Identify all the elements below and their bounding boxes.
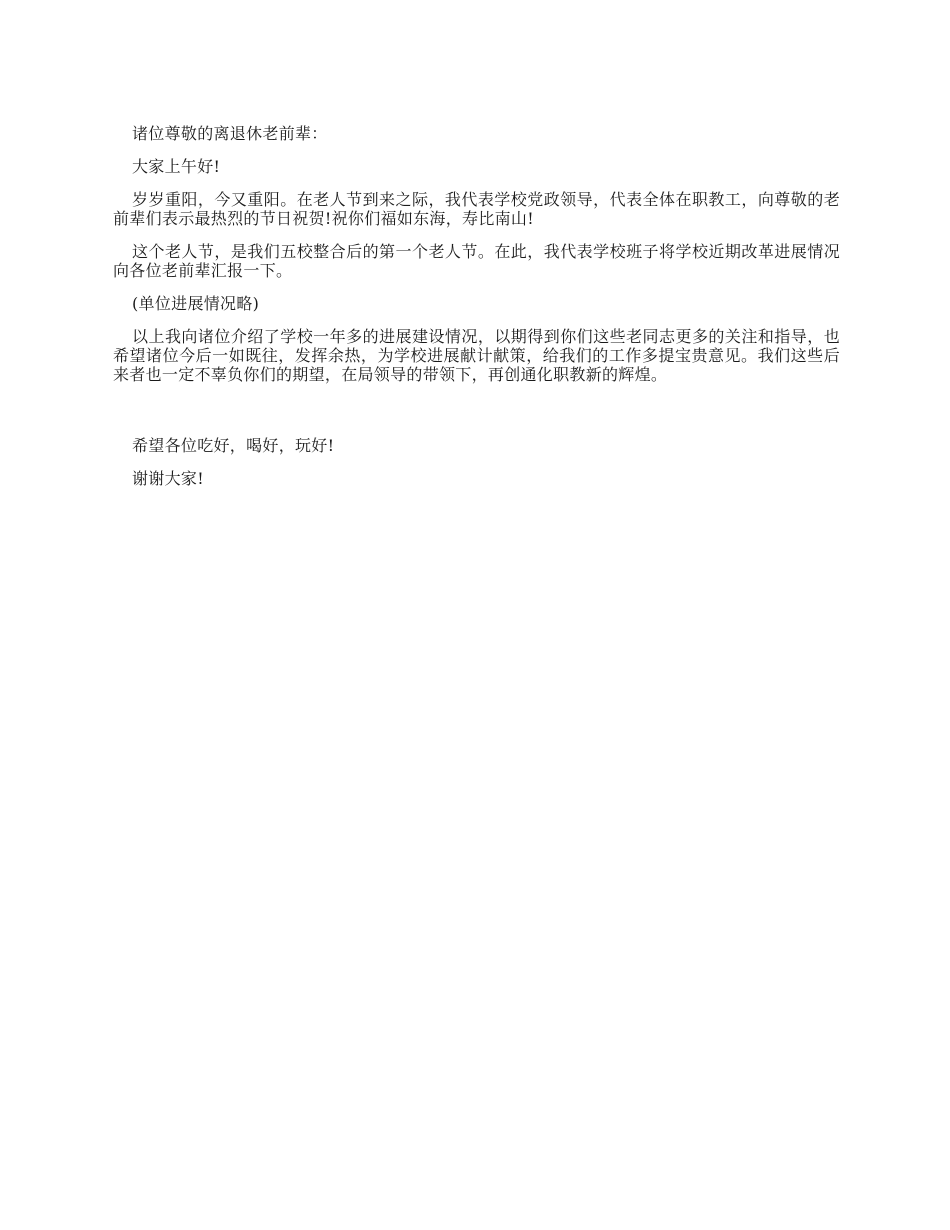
document-page	[113, 124, 840, 502]
paragraph-festival-wishes: 岁岁重阳，今又重阳。在老人节到来之际，我代表学校党政领导，代表全体在职教工，向尊敬的老前辈们表示最热烈的节日祝贺!祝你们福如东海，寿比南山!	[113, 190, 840, 228]
blank-line	[113, 398, 840, 436]
paragraph-school-report: 这个老人节，是我们五校整合后的第一个老人节。在此，我代表学校班子将学校近期改革进展情况向各位老前辈汇报一下。	[113, 242, 840, 280]
paragraph-omitted-note: (单位进展情况略)	[132, 294, 260, 313]
greeting: 大家上午好!	[132, 157, 221, 176]
paragraph-summary: 以上我向诸位介绍了学校一年多的进展建设情况，以期得到你们这些老同志更多的关注和指导，也希望诸位今后一如既往，发挥余热，为学校进展献计献策，给我们的工作多提宝贵意见。我们这些后来者也一定不辜负你们的期望，在局领导的带领下，再创通化职教新的辉煌。	[113, 327, 840, 384]
thanks: 谢谢大家!	[132, 469, 204, 488]
salutation: 诸位尊敬的离退休老前辈：	[132, 124, 328, 143]
closing-wish: 希望各位吃好，喝好，玩好!	[132, 436, 335, 455]
